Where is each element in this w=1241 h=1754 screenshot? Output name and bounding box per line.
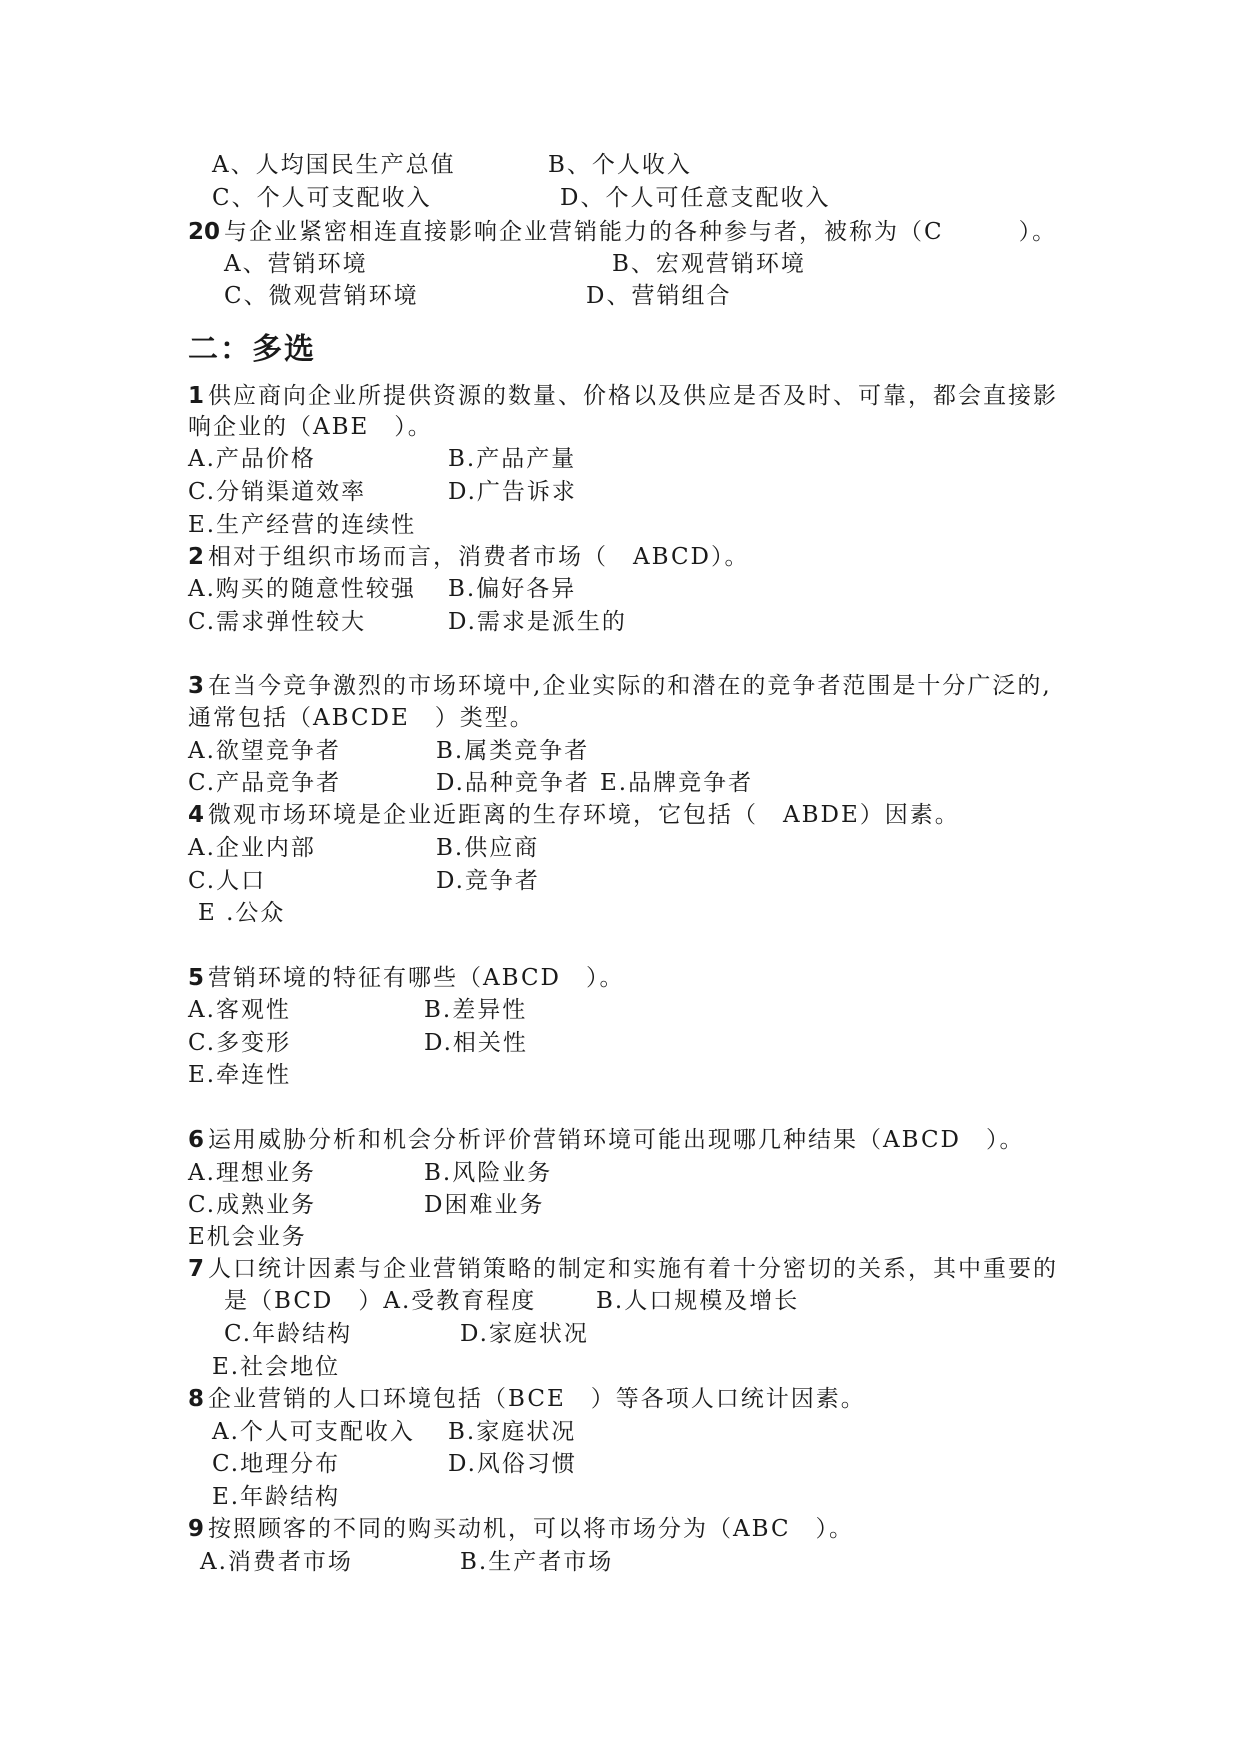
- mc-q1-option-e: E.生产经营的连续性: [188, 512, 417, 538]
- q20-option-d: D、营销组合: [586, 283, 732, 309]
- mc-q3-number: 3: [188, 673, 205, 699]
- mc-q1-line1: 供应商向企业所提供资源的数量、价格以及供应是否及时、可靠，都会直接影: [208, 383, 1059, 409]
- q20-number: 20: [188, 219, 221, 245]
- mc-q5-option-c: C.多变形: [188, 1030, 292, 1056]
- mc-q1-option-c: C.分销渠道效率: [188, 479, 367, 505]
- mc-q8-option-d: D.风俗习惯: [448, 1451, 577, 1477]
- q19-option-b: B、个人收入: [548, 152, 692, 178]
- mc-q4-option-c: C.人口: [188, 868, 267, 894]
- mc-q7-option-c: C.年龄结构: [224, 1321, 353, 1347]
- q19-option-a: A、人均国民生产总值: [212, 152, 456, 178]
- mc-q2-text: 相对于组织市场而言，消费者市场（ ABCD）。: [208, 544, 750, 570]
- mc-q7-line2: 是（BCD ）A.受教育程度: [224, 1288, 537, 1314]
- mc-q3-option-c: C.产品竞争者: [188, 770, 342, 796]
- mc-q3-option-b: B.属类竞争者: [436, 738, 590, 764]
- mc-q8-question: [188, 1384, 866, 1414]
- mc-q9-number: 9: [188, 1516, 205, 1542]
- mc-q1-option-d: D.广告诉求: [448, 479, 577, 505]
- mc-q2-question: [188, 542, 750, 572]
- mc-q9-option-a: A.消费者市场: [200, 1549, 353, 1575]
- q20-question: [188, 217, 1057, 247]
- mc-q1-line2: 响企业的（ABE ）。: [188, 414, 433, 440]
- mc-q7-number: 7: [188, 1256, 205, 1282]
- mc-q4-option-a: A.企业内部: [188, 835, 316, 861]
- mc-q4-option-e: E .公众: [198, 900, 286, 926]
- mc-q8-text: 企业营销的人口环境包括（BCE ）等各项人口统计因素。: [208, 1386, 866, 1412]
- mc-q2-option-b: B.偏好各异: [448, 576, 577, 602]
- mc-q6-option-d: D困难业务: [424, 1192, 545, 1218]
- mc-q8-number: 8: [188, 1386, 205, 1412]
- mc-q5-number: 5: [188, 965, 205, 991]
- mc-q5-option-b: B.差异性: [424, 997, 528, 1023]
- mc-q7-option-b: B.人口规模及增长: [596, 1288, 800, 1314]
- mc-q4-option-b: B.供应商: [436, 835, 540, 861]
- mc-q2-option-c: C.需求弹性较大: [188, 609, 367, 635]
- mc-q6-option-c: C.成熟业务: [188, 1192, 317, 1218]
- q20-text: 与企业紧密相连直接影响企业营销能力的各种参与者，被称为（C ）。: [224, 219, 1058, 245]
- mc-q4-text: 微观市场环境是企业近距离的生存环境，它包括（ ABDE）因素。: [208, 802, 960, 828]
- mc-q5-option-e: E.牵连性: [188, 1062, 292, 1088]
- mc-q6-option-e: E机会业务: [188, 1224, 307, 1250]
- mc-q2-option-a: A.购买的随意性较强: [188, 576, 416, 602]
- mc-q9-option-b: B.生产者市场: [460, 1549, 614, 1575]
- mc-q2-option-d: D.需求是派生的: [448, 609, 627, 635]
- mc-q8-option-b: B.家庭状况: [448, 1419, 577, 1445]
- mc-q3-option-d: D.品种竞争者: [436, 770, 590, 796]
- mc-q5-option-d: D.相关性: [424, 1030, 528, 1056]
- q20-option-b: B、宏观营销环境: [612, 251, 806, 277]
- q19-option-c: C、个人可支配收入: [212, 185, 432, 211]
- mc-q4-option-d: D.竞争者: [436, 868, 540, 894]
- mc-q3-option-e: E.品牌竞争者: [600, 770, 754, 796]
- section-heading: 二：多选: [188, 332, 316, 367]
- mc-q6-option-a: A.理想业务: [188, 1160, 316, 1186]
- mc-q3-question: [188, 671, 1052, 701]
- q19-option-d: D、个人可任意支配收入: [560, 185, 831, 211]
- mc-q7-option-d: D.家庭状况: [460, 1321, 589, 1347]
- q20-option-c: C、微观营销环境: [224, 283, 419, 309]
- mc-q1-option-a: A.产品价格: [188, 446, 316, 472]
- mc-q5-option-a: A.客观性: [188, 997, 291, 1023]
- mc-q9-question: [188, 1514, 854, 1544]
- mc-q8-option-c: C.地理分布: [212, 1451, 341, 1477]
- mc-q6-text: 运用威胁分析和机会分析评价营销环境可能出现哪几种结果（ABCD ）。: [208, 1127, 1025, 1153]
- mc-q6-number: 6: [188, 1127, 205, 1153]
- mc-q7-question: [188, 1254, 1058, 1284]
- mc-q3-line1: 在当今竞争激烈的市场环境中,企业实际的和潜在的竞争者范围是十分广泛的,: [208, 673, 1052, 699]
- mc-q1-number: 1: [188, 383, 205, 409]
- mc-q9-text: 按照顾客的不同的购买动机，可以将市场分为（ABC ）。: [208, 1516, 855, 1542]
- mc-q1-question: [188, 381, 1058, 411]
- mc-q6-option-b: B.风险业务: [424, 1160, 553, 1186]
- mc-q1-option-b: B.产品产量: [448, 446, 577, 472]
- mc-q8-option-e: E.年龄结构: [212, 1484, 341, 1510]
- mc-q4-question: [188, 800, 960, 830]
- mc-q5-text: 营销环境的特征有哪些（ABCD ）。: [208, 965, 625, 991]
- mc-q7-line1: 人口统计因素与企业营销策略的制定和实施有着十分密切的关系，其中重要的: [208, 1256, 1059, 1282]
- mc-q4-number: 4: [188, 802, 205, 828]
- mc-q2-number: 2: [188, 544, 205, 570]
- mc-q5-question: [188, 963, 625, 993]
- mc-q3-line2: 通常包括（ABCDE ）类型。: [188, 705, 535, 731]
- mc-q8-option-a: A.个人可支配收入: [212, 1419, 415, 1445]
- q20-option-a: A、营销环境: [224, 251, 368, 277]
- mc-q6-question: [188, 1125, 1025, 1155]
- mc-q3-option-a: A.欲望竞争者: [188, 738, 341, 764]
- mc-q7-option-e: E.社会地位: [212, 1354, 341, 1380]
